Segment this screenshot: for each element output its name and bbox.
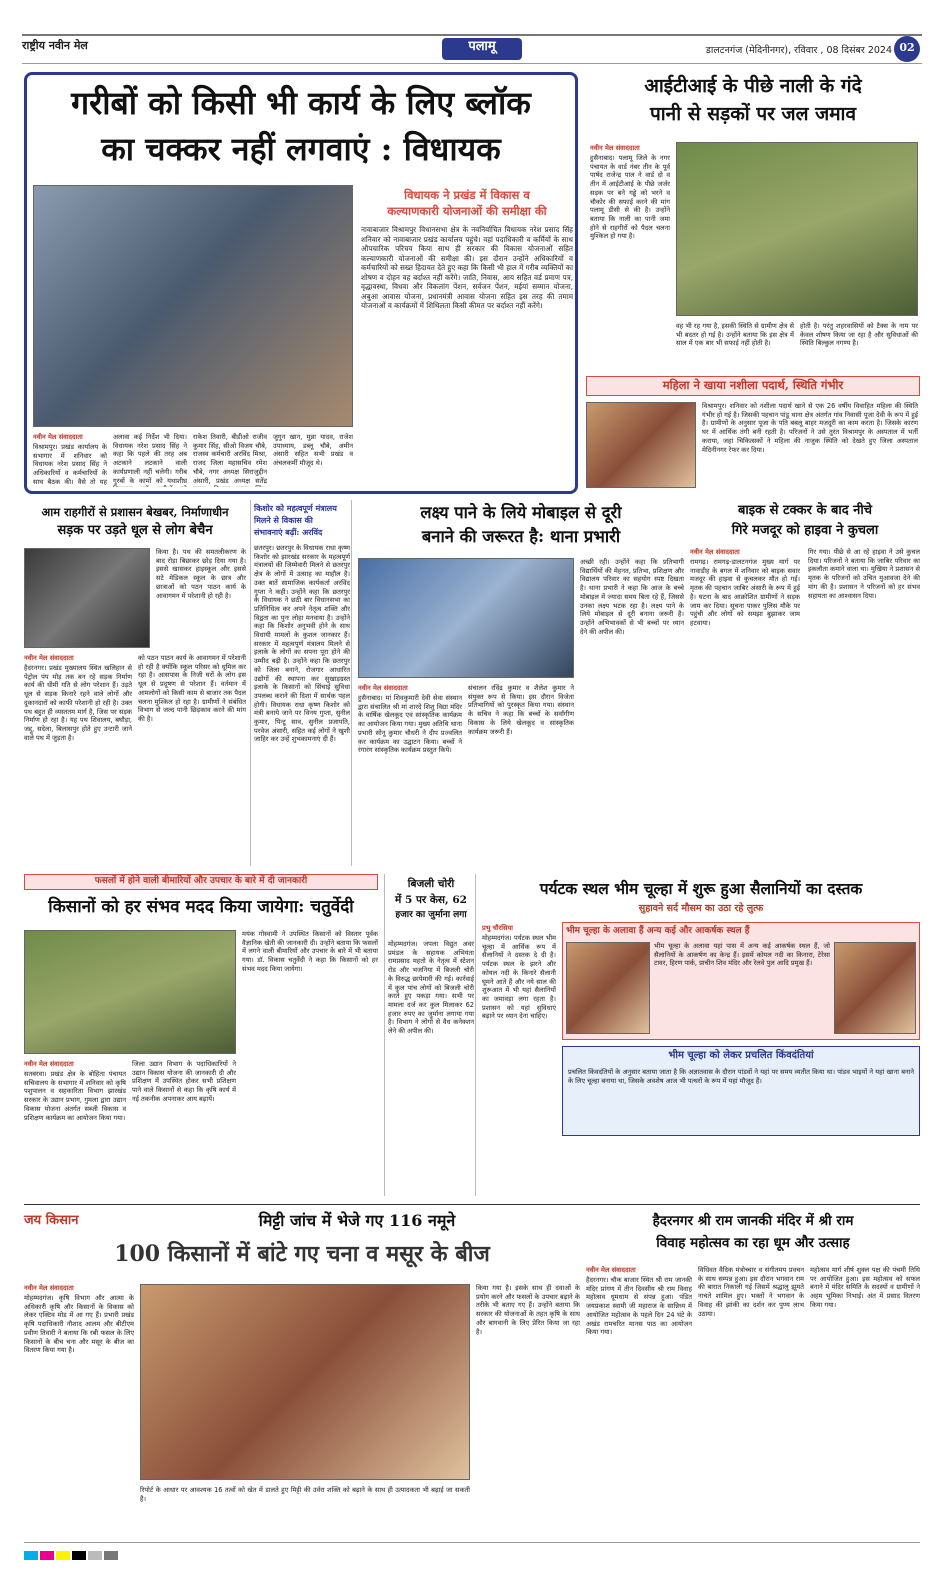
story-dhool-headline-2: सड़क पर उड़ते धूल से लोग बेचैन <box>57 523 213 538</box>
story-iti-byline: नवीन मेल संवाददाता <box>590 144 640 152</box>
meeting-photo <box>33 185 353 427</box>
story-dhool <box>24 500 246 866</box>
story-mitti <box>24 1210 580 1530</box>
story-mobile-body-right: अच्छी रही। उन्होंने कहा कि प्रतिभागी विद्यार्थियों की मेहनत, प्रतिभा, प्रशिक्षण और विद्यालय परिवार का सहयोग स्पष्ट दिखता है। थाना प्रभारी ने कहा कि आज के बच्चे मोबाइल में ज्यादा समय बिता रहे हैं, जिससे उनका लक्ष्य भटक रहा है। लक्ष्य पाने के लिये मोबाइल से दूरी बनाना जरूरी है। उन्होंने अभिभावकों से भी बच्चों पर ध्यान देने की अपील की। <box>580 558 684 636</box>
story-haiwa <box>690 500 920 866</box>
story-kisan-body-left: सतबरवा। प्रखंड क्षेत्र के बोहिता पंचायत सचिवालय के सभागार में शनिवार को कृषि पशुपालन व सहकारिता विभाग झारखंड सरकार के उद्यान प्रभाग, गुमला द्वारा उद्यान विकास योजना अंतर्गत सब्जी विकास व प्रशिक्षण कार्यक्रम का आयोजन किया गया। <box>24 1070 126 1122</box>
story-vidhayak-col4: जुगुन खान, मुन्ना यादव, राजेश उपाध्याय, डब्लू चौबे, अमीन अंसारी सहित सभी प्रखंड व अंचलकर्मी मौजूद थे। <box>273 433 353 468</box>
story-arvind <box>250 500 352 866</box>
story-kisan-body-right: मयंक गोस्वामी ने उपस्थित किसानों को विस्तार पूर्वक वैज्ञानिक खेती की जानकारी दी। उन्होंने बताया कि फसलों में लगने वाली बीमारियों और उपचार के बारे में भी बताया गया। डॉ. विकास चतुर्वेदी ने कहा कि किसानों को हर संभव मदद किया जायेगा। <box>242 930 378 973</box>
story-ramjanki-headline-2: विवाह महोत्सव का रहा धूम और उत्साह <box>656 1235 850 1251</box>
story-haiwa-body-right: गिर गया। पीछे से आ रहे हाइवा ने उसे कुचल दिया। परिजनों ने बताया कि जाबिर परिवार का इकलौता कमाने वाला था। मुखिया ने प्रशासन से मृतक के परिजनों को उचित मुआवजा देने की मांग की है। प्रशासन ने परिजनों को हर संभव सहायता का आश्वासन दिया। <box>808 548 920 600</box>
story-ramjanki-byline: नवीन मेल संवाददाता <box>586 1266 636 1274</box>
story-arvind-headline-1: किशोर को महत्वपूर्ण मंत्रालय <box>254 503 337 513</box>
story-bhimchula-headline: पर्यटक स्थल भीम चूल्हा में शुरू हुआ सैलानियों का दस्तक <box>539 879 863 898</box>
story-vidhayak-headline-2: का चक्कर नहीं लगवाएं : विधायक <box>101 130 501 168</box>
story-iti-body-1: हुसैनाबाद। पलामू जिले के नगर पंचायत के वार्ड नंबर तीन के पूर्व पार्षद राजेन्द्र पाल ने वार्ड दो व तीन में आईटीआई के पीछे जर्जर सड़क पर बने गड्ढे को भरने व चौकोर की सफाई करने की मांग पलामू डीसी से की है। उन्होंने बताया कि नाली का पानी जमा होने से राहगीरों को पैदल चलना मुश्किल हो गया है। <box>590 154 670 241</box>
story-vidhayak-byline: नवीन मेल संवाददाता <box>33 433 83 441</box>
story-kisan-byline: नवीन मेल संवाददाता <box>24 1060 74 1068</box>
story-arvind-headline-2: मिलने से विकास की <box>254 515 313 525</box>
story-bijli-headline-2: में 5 पर केस, 62 <box>395 894 467 906</box>
story-mitti-headline: 100 किसानों में बांटे गए चना व मसूर के बीज <box>114 1241 490 1267</box>
masthead-top-rule <box>22 34 922 36</box>
story-iti-body-3: होती है। परंतु शहरवासियों को टैक्स के नाम पर केवल शोषण किया जा रहा है और सुविधाओं की स्थिति बिल्कुल नगण्य है। <box>800 322 918 348</box>
story-mobile <box>358 500 684 866</box>
story-bijli-body: मोहम्मदगंज। जपला विद्युत अवर प्रमंडल के सहायक अभियंता रामप्रसाद महतो के नेतृत्व में स्टेशन रोड और भजनिया में बिजली चोरी के विरुद्ध छापेमारी की गई। कार्रवाई में कुल पांच लोगों को बिजली चोरी करते हुए पकड़ा गया। सभी पर मामला दर्ज कर कुल मिलाकर 62 हजार रुपए का जुर्माना लगाया गया है। विभाग ने लोगों से वैध कनेक्शन लेने की अपील की। <box>388 940 474 1036</box>
story-bijli <box>384 874 476 1196</box>
story-vidhayak-kicker-2: कल्याणकारी योजनाओं की समीक्षा की <box>387 204 547 218</box>
bhimchula-photo-2 <box>834 942 916 1034</box>
story-bhimchula-byline: प्रभु चौरसिया <box>482 924 513 932</box>
story-dhool-byline: नवीन मेल संवाददाता <box>24 654 74 662</box>
story-arvind-body: छतरपुर। छतरपुर के विधायक राधा कृष्ण किशोर को झारखंड सरकार के महत्वपूर्ण मंत्रालयों की जिम्मेवारी मिलने से छतरपुर क्षेत्र के लोगों में उत्साह का माहौल है। उक्त बातें सामाजिक कार्यकर्ता अरविंद गुप्ता ने कही। उन्होंने कहा कि छतरपुर के विधायक ने छठी बार विधानसभा का प्रतिनिधित्व कर अपने नेतृत्व शक्ति और विद्वता का पुनः लोहा मनवाया है। उन्होंने कहा कि किशोर अनुभवी होने के साथ विधायी मामलों के कुशल जानकार हैं। सरकार में महत्वपूर्ण मंत्रालय मिलने से इलाके के लोगों का सपना पूरा होने की उम्मीद बढ़ी है। उन्होंने कहा कि छतरपुर को जिला बनाने, रोजगार आधारित उद्योगों की स्थापना कर सुखाड़ग्रस्त इलाके के किसानों को सिंचाई सुविधा उपलब्ध कराने की दिशा में सार्थक पहल होगी। विधायक राधा कृष्ण किशोर को मंत्री बनाये जाने पर विनय गुप्ता, सुनील कुमार, पिन्टू साव, सुनील प्रजापति, परवेज अंसारी, सहित कई लोगों ने खुशी जाहिर कर उन्हें शुभकामनाएं दी हैं। <box>254 544 350 744</box>
story-iti-headline-2: पानी से सड़कों पर जल जमाव <box>649 103 857 125</box>
story-dhool-headline-1: आम राहगीरों से प्रशासन बेखबर, निर्माणाधीन <box>41 505 229 519</box>
story-kisan-banner: फसलों में होने वाली बीमारियों और उपचार के बारे में दी जानकारी <box>94 876 308 886</box>
bhimchula-box-2-body: प्रचलित किंवदंतियों के अनुसार बताया जाता है कि अज्ञातवास के दौरान पांडवों ने यहां पर समय व्यतीत किया था। पांडव भाइयों ने यहां खाना बनाने के लिए चूल्हा बनाया था, जिसके अवशेष आज भी पत्थरों के रूप में यहां मौजूद हैं। <box>568 1068 914 1085</box>
dusty-road-photo <box>24 548 150 648</box>
bhimchula-box-2-title: भीम चूल्हा को लेकर प्रचलित किंवदंतियां <box>668 1050 814 1061</box>
story-mahila-headline: महिला ने खाया नशीला पदार्थ, स्थिति गंभीर <box>662 378 844 392</box>
bhimchula-box-1-body: भीम चूल्हा के अलावा यहां पास में अन्य कई आकर्षक स्थल हैं, जो सैलानियों के आकर्षण का केन्द्र हैं। इसमें कोयल नदी का किनारा, टेरेसा टावर, हिरण पार्क, प्राचीन शिव मंदिर और रेलवे पुल आदि प्रमुख हैं। <box>654 942 830 968</box>
story-mahila <box>586 376 920 494</box>
jai-kisan-tag: जय किसान <box>24 1213 79 1228</box>
page-number: 02 <box>899 41 915 54</box>
bhimchula-box-1-title: भीम चूल्हा के अलावा हैं अन्य कई और आकर्षक स्थल हैं <box>566 926 750 936</box>
story-mobile-body-left: हुसैनाबाद। मां शिवकुमारी देवी सेवा संस्थान द्वारा संचालित श्री मां शारदे शिशु विद्या मंदिर के वार्षिक खेलकूद एवं सांस्कृतिक कार्यक्रम का आयोजन किया गया। मुख्य अतिथि थाना प्रभारी सोनू कुमार चौधरी ने दीप प्रज्वलित कर कार्यक्रम का उद्घाटन किया। बच्चों ने रंगारंग सांस्कृतिक कार्यक्रम प्रस्तुत किये। <box>358 694 462 755</box>
story-mitti-byline: नवीन मेल संवाददाता <box>24 1284 74 1292</box>
story-haiwa-headline-1: बाइक से टक्कर के बाद नीचे <box>737 503 873 518</box>
story-ramjanki-body-2: विधिवत वैदिक मंत्रोच्चार व संगीतमय प्रवचन के साथ सम्पन्न हुआ। इस दौरान भगवान राम की बारात निकाली गई जिसमें श्रद्धालु झूमते नाचते शामिल हुए। भक्तों ने भगवान के विवाह की झांकी का दर्शन कर पुण्य लाभ उठाया। <box>698 1266 804 1318</box>
story-mobile-headline-1: लक्ष्य पाने के लिये मोबाइल से दूरी <box>420 503 622 522</box>
story-mitti-body-left: मोहम्मदगंज। कृषि विभाग और आत्मा के अधिकारी कृषि और किसानों के विकास को लेकर एक्टिव मोड में आ गए हैं। प्रभारी प्रखंड कृषि पदाधिकारी नौशाद आलम और बीटीएम प्रवीण तिवारी ने बताया कि रबी फसल के लिए किसानों के बीच चना और मसूर के बीज का वितरण किया गया है। <box>24 1294 134 1355</box>
color-registration-bar <box>24 1542 920 1554</box>
story-vidhayak <box>24 72 578 494</box>
story-mitti-body-right: किया गया है। इसके साथ ही दवाओं के प्रयोग करने और फसलों के उपचार बढ़ाने के तरीके भी बताए गए हैं। उन्होंने बताया कि सरकार की योजनाओं के तहत कृषि के साथ और बागवानी के लिए प्रेरित किया जा रहा है। <box>476 1284 580 1336</box>
story-ramjanki-headline-1: हैदरनगर श्री राम जानकी मंदिर में श्री राम <box>652 1213 854 1229</box>
story-dhool-body-right: को पठन पाठन कार्य के आवागमन में परेशानी हो रही है क्योंकि स्कूल परिसर को धूमिल कर रहा है। आसपास के निजी घरों के लोग इस धूल से प्रदूषण से परेशान हैं। वर्तमान में आमलोगों को किसी काम से बाजार तक पैदल चलना मुश्किल हो रहा है। ग्रामीणों ने संबंधित विभाग से जल्द पानी छिड़काव करने की मांग की है। <box>138 654 246 723</box>
story-mitti-headline-small: मिट्टी जांच में भेजे गए 116 नमूने <box>258 1211 456 1230</box>
story-dhool-body-left: हैदरनगर। प्रखंड मुख्यालय स्थित खलिहान से पेट्रोल पंप मोड़ तक बन रहे सड़क निर्माण कार्य की धीमी गति से लोग परेशान हैं। उड़ते धूल से सड़क किनारे रहने वाले लोगों और दुकानदारों को काफी परेशानी हो रही है। उक्त पथ बहुत ही व्यस्ततम मार्ग है, जिस पर सड़क निर्माण हो रहा है। यह पथ शिवालय, बघौड़ा, जद्दू, सदेला, बिलासपुर होते हुए उन्टारी जाने वाले पथ में जुड़ता है। <box>24 664 132 742</box>
story-dhool-body-top: किया है। पथ की समतलीकरण के बाद रोड़ा बिछाकर छोड़ दिया गया है। इससे खासकर हाइस्कूल और इससे सटे मेडिकल स्कूल के छात्र और छात्राओं को पठन पाठन कार्य के आवागमन में परेशानी हो रही है। <box>156 548 246 600</box>
hospital-photo <box>586 402 696 488</box>
story-ramjanki-body-1: हैदरनगर। चौक बाजार स्थित श्री राम जानकी मंदिर प्रांगण में तीन दिवसीय श्री राम विवाह महोत्सव धूमधाम से संपन्न हुआ। पंडित जयप्रकाश स्वामी जी महाराज के सान्निध्य में आयोजित महोत्सव के पहले दिन 24 घंटे के अखंड रामचरित मानस पाठ का आयोजन किया गया। <box>586 1276 692 1337</box>
story-vidhayak-col2: अलावा कई निर्देश भी दिया। विधायक नरेश प्रसाद सिंह ने कहा कि पहले की तरह अब अटकाने लटकाने वाली कार्यप्रणाली नहीं चलेगी। गरीब गुरबों के कामों को यथाशीघ्र <box>113 433 187 485</box>
story-ramjanki-body-3: महोत्सव मार्ग शीर्ष शुक्ल पक्ष की पंचमी तिथि पर आयोजित हुआ। इस महोत्सव को सफल बनाने में मंदिर समिति के सदस्यों व ग्रामीणों ने अहम भूमिका निभाई। अंत में प्रसाद वितरण किया गया। <box>810 1266 920 1309</box>
story-bhimchula <box>482 874 920 1196</box>
story-vidhayak-col3: राकेश तिवारी, बीडीओ राजीव कुमार सिंह, सीओ विजय चौबे, राजस्व कर्मचारी अरविंद मिश्रा, राजद जिला महासचिव रमेश चौबे, नगर अध्यक्ष सिराजुद्दीन अंसारी, प्रखंड अध्यक्ष सतेंद्र <box>193 433 267 485</box>
section-name: पलामू <box>468 39 496 54</box>
story-vidhayak-headline-1: गरीबों को किसी भी कार्य के लिए ब्लॉक <box>71 84 531 122</box>
paper-name: राष्ट्रीय नवीन मेल <box>22 39 88 52</box>
story-mobile-headline-2: बनाने की जरूरत है: थाना प्रभारी <box>421 527 621 546</box>
story-vidhayak-kicker-1: विधायक ने प्रखंड में विकास व <box>404 188 530 202</box>
story-iti <box>586 72 920 372</box>
story-vidhayak-col1: विश्रामपुर। प्रखंड कार्यालय के सभागार में शनिवार को विधायक नरेश प्रसाद सिंह ने अधिकारियों व कर्मचारियों के साथ बैठक की। वैसे तो यह <box>33 443 107 486</box>
story-bhimchula-body: मोहम्मदगंज। पर्यटक स्थल भीम चूल्हा में आर्थिक रूप में सैलानियों ने दस्तक दे दी है। पर्यटक स्थल के झरने और कोयल नदी के किनारे सैलानी घूमने आते हैं और नये साल की शुरूआत में भी यहां सैलानियों का जमावड़ा लगा रहता है। प्रशासन को यहां सुविधाएं बढ़ाने पर ध्यान देना चाहिए। <box>482 934 556 1021</box>
training-photo <box>24 930 236 1054</box>
story-kisan <box>24 874 378 1196</box>
story-mahila-body: विश्रामपुर। शनिवार को नशीला पदार्थ खाने से एक 26 वर्षीय विवाहित महिला की स्थिति गंभीर हो गई है। जिसकी पहचान पांडू थाना क्षेत्र अंतर्गत गांव निवासी पूजा देवी के रूप में हुई है। ग्रामीणों के अनुसार पूजा के पति बबलू बाहर मजदूरी का काम करता है। जिसके कारण घर में आर्थिक तंगी बनी रहती है। परिजनों ने उसे तुरंत विश्रामपुर के अस्पताल में भर्ती कराया, जहां चिकित्सकों ने महिला की नाजुक स्थिति को देखते हुए जिला अस्पताल मेदिनीनगर रेफर कर दिया। <box>702 402 918 454</box>
story-mitti-body-bottom: रिपोर्ट के आधार पर आवश्यक 16 तत्वों को खेत में डालते हुए मिट्टी की उर्वरा शक्ति को बढ़ाने के साथ ही उत्पादकता भी बढ़ाई जा सकती है। <box>140 1486 470 1503</box>
seed-distribution-photo <box>140 1284 470 1480</box>
story-mobile-body-mid: संचालन रविंद्र कुमार व शैलेश कुमार ने संयुक्त रूप से किया। इस दौरान विजेता प्रतिभागियों को पुरस्कृत किया गया। संस्थान के सचिव ने कहा कि बच्चों के सर्वांगीण विकास के लिये खेलकूद व सांस्कृतिक कार्यक्रम जरूरी हैं। <box>468 684 574 736</box>
masthead-bottom-rule <box>22 63 922 64</box>
story-haiwa-headline-2: गिरे मजदूर को हाइवा ने कुचला <box>731 523 879 538</box>
story-mobile-byline: नवीन मेल संवाददाता <box>358 684 408 692</box>
drain-photo <box>676 142 918 316</box>
story-iti-headline-1: आईटीआई के पीछे नाली के गंदे <box>644 75 862 97</box>
story-iti-body-2: वह भी रह गया है, इसकी स्थिति से ग्रामीण क्षेत्र से भी बदतर हो गई है। उन्होंने बताया कि इस क्षेत्र में साल में एक बार भी सफाई नहीं होती है। <box>676 322 794 348</box>
section-divider <box>24 1204 920 1205</box>
story-ramjanki <box>586 1210 920 1530</box>
story-haiwa-body-left: रामगढ़। रामगढ़-डालटनगंज मुख्य मार्ग पर नावाडीह के बगल में शनिवार को बाइक सवार मजदूर की हाइवा से कुचलकर मौत हो गई। मृतक की पहचान जाबिर अंसारी के रूप में हुई है। घटना के बाद आक्रोशित ग्रामीणों ने सड़क जाम कर दिया। सूचना पाकर पुलिस मौके पर पहुंची और लोगों को समझा बुझाकर जाम हटवाया। <box>690 558 800 627</box>
story-kisan-headline: किसानों को हर संभव मदद किया जायेगा: चतुर्वेदी <box>48 897 354 917</box>
bhimchula-photo-1 <box>566 942 650 1034</box>
story-arvind-headline-3: संभावनाएं बढ़ीं: अरविंद <box>254 527 323 537</box>
story-bijli-headline-1: बिजली चोरी <box>407 878 455 890</box>
story-bijli-headline-3: हजार का जुर्माना लगा <box>395 910 467 920</box>
story-bhimchula-subhead: सुहावने सर्द मौसम का उठा रहे लुत्फ <box>638 903 764 914</box>
masthead <box>22 34 922 64</box>
story-kisan-body-mid: जिला उद्यान विभाग के पदाधिकारियों ने उद्यान विकास योजना की जानकारी दी और प्रशिक्षण में उपस्थित होकर सभी प्रशिक्षण पाने वाले किसानों से कहा कि कृषि कार्य में नई तकनीक अपनाकर आय बढ़ायें। <box>132 1060 236 1103</box>
story-vidhayak-lede: नावाबाजार विश्रामपुर विधानसभा क्षेत्र के नवनिर्वाचित विधायक नरेश प्रसाद सिंह शनिवार को नावाबाजार प्रखंड कार्यालय पहुंचे। वहां पदाधिकारी व कर्मियों के साथ औपचारिक परिचय किया साथ ही सरकार की विकास योजनाओं सहित कल्याणकारी योजनाओं की समीक्षा की। इस दौरान उन्होंने अधिकारियों व कर्मचारियों को सख्त हिदायत देते हुए कहा कि किसी भी हाल में गरीब व्यक्तियों का शोषण व दोहन वह बर्दाश्त नहीं करेंगे। जाति, निवास, आय सहित वर्ड प्रमाण पत्र, वृद्धावस्था, विधवा और विकलांग पेंशन, सर्वजन पेंशन, मईयां सम्मान योजना, अबुआ आवास योजना, प्रधानमंत्री आवास योजना सहित इस तरह की तमाम योजनाओं व कार्यक्रमों में शिथिलता किसी कीमत पर बर्दाश्त नहीं करेंगे। <box>361 225 573 310</box>
school-event-photo <box>358 558 574 678</box>
dateline: डालटनगंज (मेदिनीनगर), रविवार , 08 दिसंबर 2024 <box>705 45 892 56</box>
story-haiwa-byline: नवीन मेल संवाददाता <box>690 548 740 556</box>
